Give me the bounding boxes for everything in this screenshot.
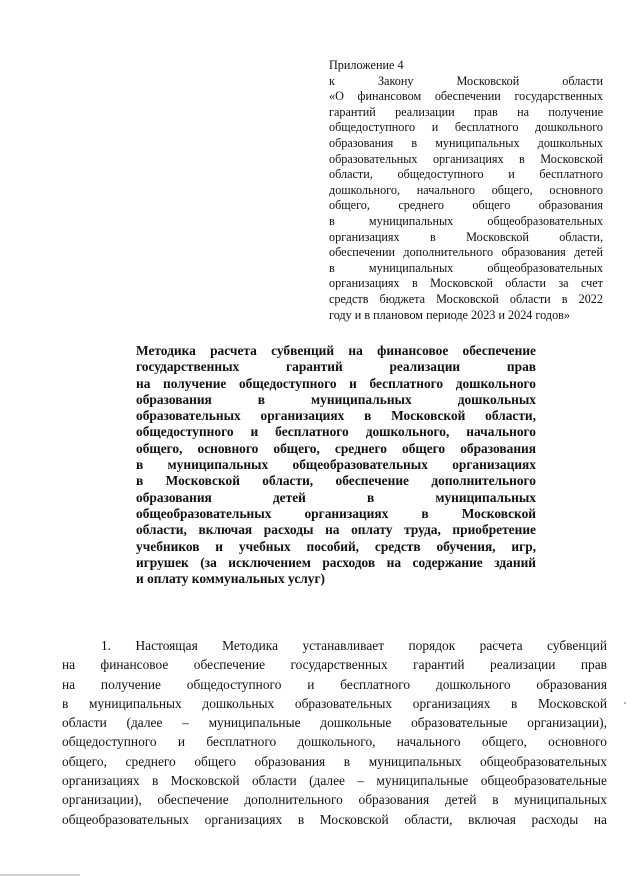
scan-speck xyxy=(624,702,626,704)
body-line: общеобразовательных организациях в Московской области, включая расходы на xyxy=(62,811,607,827)
title-line: общеобразовательных организациях в Московской xyxy=(136,505,536,521)
appendix-line: области, общедоступного и бесплатного xyxy=(329,167,603,182)
body-line: организации), обеспечение дополнительного образования детей в муниципальных xyxy=(62,792,607,808)
appendix-line: гарантий реализации прав на получение xyxy=(329,104,603,119)
title-line: на получение общедоступного и бесплатного дошкольного xyxy=(136,375,536,391)
title-line: области, включая расходы на оплату труда, приобретение xyxy=(136,522,536,538)
title-line: общего, основного общего, среднего общего образования xyxy=(136,440,536,456)
body-line: в муниципальных дошкольных образовательных организациях в Московской xyxy=(62,695,607,711)
document-title xyxy=(136,343,536,587)
appendix-line: общего, среднего общего образования xyxy=(329,198,603,213)
appendix-line: обеспечении дополнительного образования детей xyxy=(329,245,603,260)
body-line: общего, среднего общего образования в муниципальных общеобразовательных xyxy=(62,753,607,769)
title-line: и оплату коммунальных услуг) xyxy=(136,571,326,587)
title-line: учебников и учебных пособий, средств обучения, игр, xyxy=(136,538,536,554)
appendix-line: общедоступного и бесплатного дошкольного xyxy=(329,120,603,135)
appendix-line: «О финансовом обеспечении государственных xyxy=(329,89,603,104)
body-paragraph xyxy=(62,636,607,829)
body-line: организациях в Московской области (далее – муниципальные общеобразовательные xyxy=(62,773,607,789)
appendix-line: году и в плановом периоде 2023 и 2024 годов» xyxy=(329,307,571,322)
title-line: Методика расчета субвенций на финансовое обеспечение xyxy=(136,343,536,358)
appendix-line: образовательных организациях в Московской xyxy=(329,151,603,166)
title-line: образования в муниципальных дошкольных xyxy=(136,391,536,407)
appendix-line: к Закону Московской области xyxy=(329,73,603,88)
scan-edge-mark xyxy=(0,874,80,876)
appendix-line: дошкольного, начального общего, основного xyxy=(329,182,603,197)
body-line: области (далее – муниципальные дошкольные образовательные организации), xyxy=(62,715,607,731)
body-line: на финансовое обеспечение государственных гарантий реализации прав xyxy=(62,657,607,673)
appendix-line: в муниципальных общеобразовательных xyxy=(329,213,603,228)
title-line: образования детей в муниципальных xyxy=(136,489,536,505)
appendix-line: организациях в Московской области, xyxy=(329,229,603,244)
title-line: общедоступного и бесплатного дошкольного, начального xyxy=(136,424,536,440)
title-line: государственных гарантий реализации прав xyxy=(136,359,536,375)
appendix-line: средств бюджета Московской области в 2022 xyxy=(329,291,603,306)
appendix-header xyxy=(329,58,603,323)
body-line: общедоступного и бесплатного дошкольного, начального общего, основного xyxy=(62,734,607,750)
title-line: игрушек (за исключением расходов на содержание зданий xyxy=(136,554,536,570)
appendix-line: Приложение 4 xyxy=(329,58,404,72)
appendix-line: в муниципальных общеобразовательных xyxy=(329,260,603,275)
title-line: в Московской области, обеспечение дополнительного xyxy=(136,473,536,489)
body-line: 1. Настоящая Методика устанавливает порядок расчета субвенций xyxy=(101,638,607,653)
appendix-line: образования в муниципальных дошкольных xyxy=(329,135,603,150)
title-line: в муниципальных общеобразовательных организациях xyxy=(136,457,536,473)
title-line: образовательных организациях в Московской области, xyxy=(136,408,536,424)
appendix-line: организациях в Московской области за счет xyxy=(329,276,603,291)
body-line: на получение общедоступного и бесплатного дошкольного образования xyxy=(62,676,607,692)
